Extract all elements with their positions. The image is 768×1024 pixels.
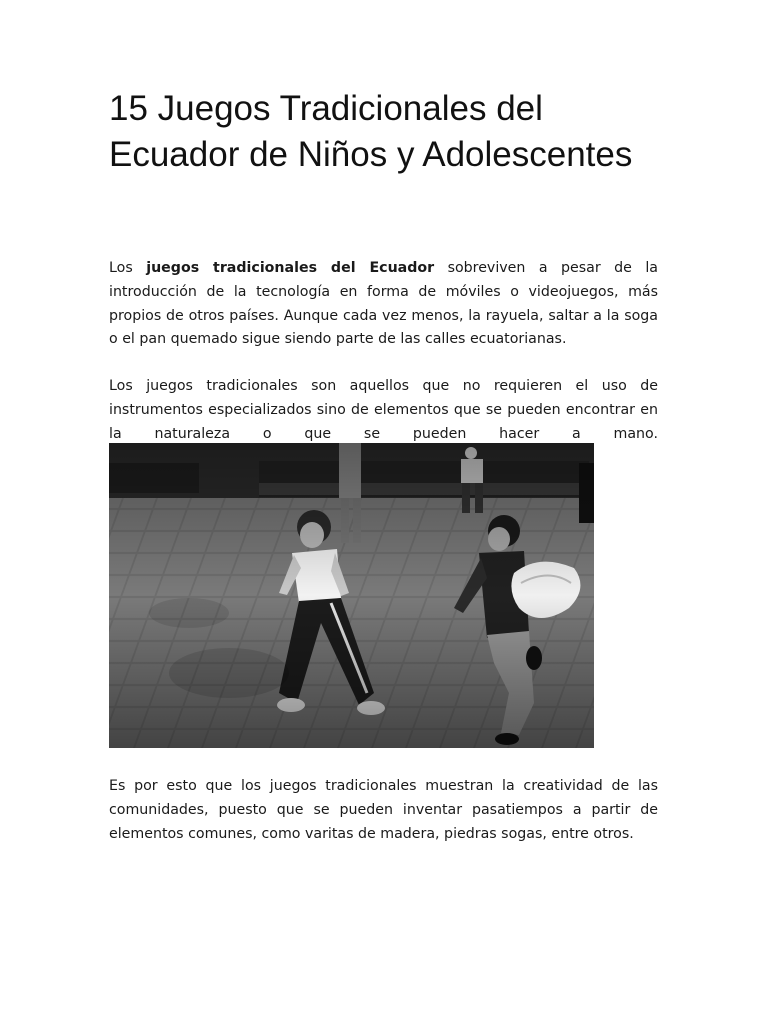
article-title: 15 Juegos Tradicionales del Ecuador de Niños y Adolescentes bbox=[109, 89, 633, 174]
children-running-photo bbox=[109, 443, 594, 748]
definition-paragraph: Los juegos tradicionales son aquellos que no requieren el uso de instrumentos especializados sino de elementos que se pueden encontrar en la naturaleza o que se pueden hacer a mano. bbox=[109, 378, 658, 442]
intro-lead: Los bbox=[109, 260, 147, 276]
intro-paragraph bbox=[109, 257, 658, 352]
intro-rest: sobreviven a pesar de la introducción de la tecnología en forma de móviles o videojuegos, más propios de otros países. Aunque cada vez menos, la rayuela, saltar a la soga o el pan quemado sigue siendo parte de las calles ecuatorianas. bbox=[109, 260, 658, 348]
creativity-paragraph: Es por esto que los juegos tradicionales muestran la creatividad de las comunidades, puesto que se pueden inventar pasatiempos a partir de elementos comunes, como varitas de madera, piedras sogas, entre otros. bbox=[109, 778, 658, 842]
intro-keyword: juegos tradicionales del Ecuador bbox=[146, 260, 435, 276]
